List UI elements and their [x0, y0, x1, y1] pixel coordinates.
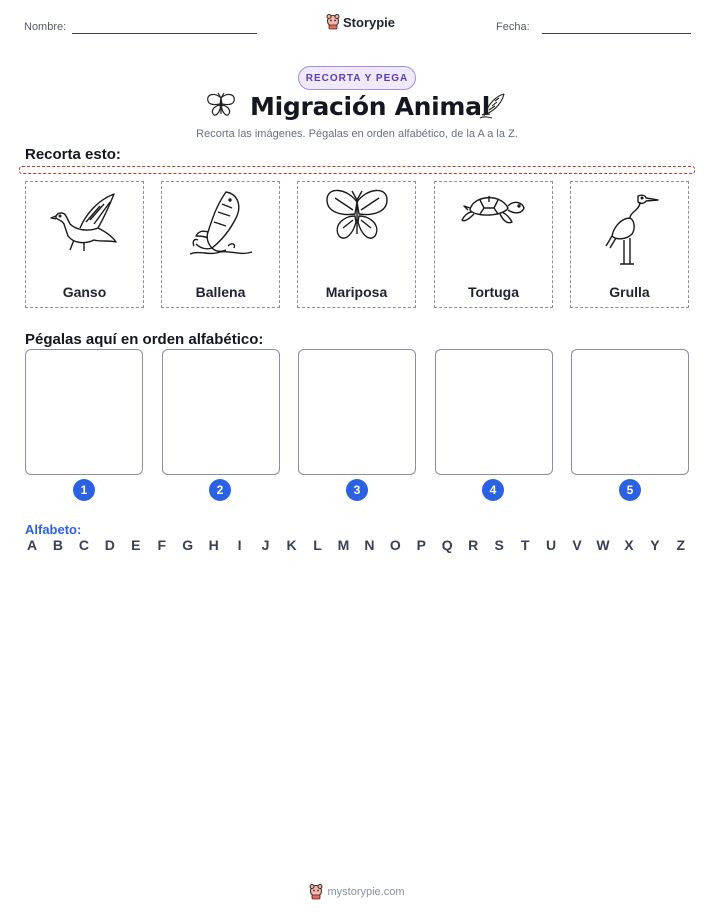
alphabet-letter: V	[572, 537, 582, 553]
card-label: Ballena	[195, 284, 246, 300]
brand-logo	[326, 14, 395, 30]
alphabet-letter: L	[313, 537, 322, 553]
name-line[interactable]	[72, 33, 257, 34]
alphabet-letter: B	[52, 537, 64, 553]
cut-section-label: Recorta esto:	[25, 146, 121, 163]
storypie-mascot-icon	[309, 884, 323, 900]
alphabet-letter: P	[416, 537, 426, 553]
date-label: Fecha:	[496, 21, 530, 33]
footer	[0, 884, 714, 900]
cut-line	[19, 166, 695, 174]
alphabet-letter: Y	[650, 537, 660, 553]
alphabet-letter: G	[182, 537, 194, 553]
card-label: Grulla	[609, 284, 650, 300]
cut-card-whale[interactable]	[161, 181, 280, 308]
alphabet-label: Alfabeto:	[25, 522, 82, 537]
alphabet-letter: R	[468, 537, 479, 553]
card-label: Mariposa	[325, 284, 388, 300]
date-line[interactable]	[542, 33, 691, 34]
bird-feather-icon	[478, 92, 508, 120]
butterfly-icon	[205, 92, 237, 118]
alphabet-letter: M	[337, 537, 350, 553]
alphabet-letter: D	[104, 537, 115, 553]
alphabet-letter: H	[208, 537, 219, 553]
paste-box-2[interactable]	[162, 349, 280, 475]
alphabet-letter: U	[546, 537, 557, 553]
alphabet-letter: O	[389, 537, 401, 553]
card-label: Tortuga	[467, 284, 520, 300]
alphabet-letter: Q	[441, 537, 453, 553]
paste-box-3[interactable]	[298, 349, 416, 475]
alphabet-letter: E	[131, 537, 141, 553]
number-badge-3: 3	[346, 479, 368, 501]
goose-icon	[50, 188, 120, 258]
alphabet-letter: X	[624, 537, 634, 553]
number-badge-2: 2	[209, 479, 231, 501]
brand-name: Storypie	[343, 14, 396, 30]
cut-and-paste-badge: RECORTA Y PEGA	[298, 66, 416, 90]
alphabet-letter: Z	[676, 537, 686, 553]
alphabet-letter: A	[26, 537, 38, 553]
whale-icon	[186, 188, 256, 260]
header	[0, 14, 714, 44]
alphabet-letter: K	[286, 537, 297, 553]
alphabet-letter: N	[364, 537, 375, 553]
number-badge-1: 1	[73, 479, 95, 501]
paste-section-label: Pégalas aquí en orden alfabético:	[25, 331, 264, 348]
alphabet-letter: C	[78, 537, 89, 553]
cut-card-turtle[interactable]	[434, 181, 553, 308]
turtle-icon	[460, 188, 528, 234]
number-badge-4: 4	[482, 479, 504, 501]
alphabet-letter: S	[494, 537, 504, 553]
cut-card-butterfly[interactable]	[297, 181, 416, 308]
butterfly-icon	[323, 188, 391, 244]
instructions: Recorta las imágenes. Pégalas en orden alfabético, de la A a la Z.	[196, 128, 518, 140]
card-label: Ganso	[62, 284, 107, 300]
name-label: Nombre:	[24, 21, 67, 33]
alphabet-letter: W	[596, 537, 610, 553]
footer-url[interactable]: mystorypie.com	[327, 886, 405, 898]
storypie-mascot-icon	[326, 14, 340, 30]
alphabet-letter: J	[261, 537, 270, 553]
alphabet-letter: F	[157, 537, 167, 553]
paste-box-1[interactable]	[25, 349, 143, 475]
cut-card-crane[interactable]	[570, 181, 689, 308]
page-title: Migración Animal	[250, 92, 491, 121]
alphabet-row	[25, 537, 688, 553]
number-badge-5: 5	[619, 479, 641, 501]
alphabet-letter: I	[237, 537, 242, 553]
alphabet-letter: T	[520, 537, 530, 553]
paste-box-5[interactable]	[571, 349, 689, 475]
cut-card-goose[interactable]	[25, 181, 144, 308]
crane-icon	[600, 188, 660, 268]
paste-box-4[interactable]	[435, 349, 553, 475]
